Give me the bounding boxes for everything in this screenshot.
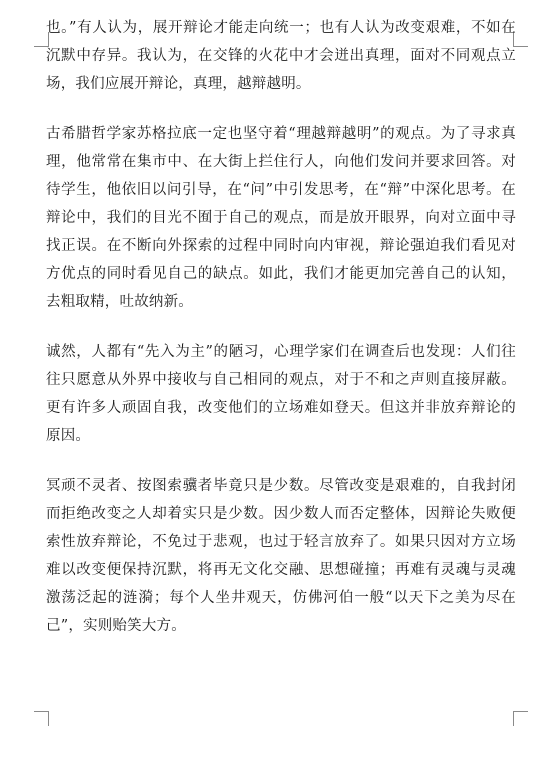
margin-corner-bottom-right xyxy=(513,711,528,726)
document-body[interactable] xyxy=(46,14,516,640)
paragraph-2: 古希腊哲学家苏格拉底一定也坚守着“理越辩越明”的观点。为了寻求真理，他常常在集市中、在大街上拦住行人，向他们发问并要求回答。对待学生，他依旧以问引导，在“问”中引发思考，在“辩”中深化思考。在辩论中，我们的目光不囿于自己的观点，而是放开眼界，向对立面中寻找正误。在不断向外探索的过程中同时向内审视，辩论强迫我们看见对方优点的同时看见自己的缺点。如此，我们才能更加完善自己的认知，去粗取精，吐故纳新。 xyxy=(46,126,516,310)
paragraph-1: 也。”有人认为，展开辩论才能走向统一；也有人认为改变艰难，不如在沉默中存异。我认为，在交锋的火花中才会迸出真理，面对不同观点立场，我们应展开辩论，真理，越辩越明。 xyxy=(46,20,516,92)
paragraph-4: 冥顽不灵者、按图索骥者毕竟只是少数。尽管改变是艰难的，自我封闭而拒绝改变之人却着实只是少数。因少数人而否定整体，因辩论失败便索性放弃辩论，不免过于悲观，也过于轻言放弃了。如果只因对方立场难以改变便保持沉默，将再无文化交融、思想碰撞；再难有灵魂与灵魂激荡泛起的涟漪；每个人坐井观天，仿佛河伯一般“以天下之美为尽在己”，实则贻笑大方。 xyxy=(46,478,516,634)
paragraph-3: 诚然，人都有“先入为主”的陋习，心理学家们在调查后也发现：人们往往只愿意从外界中接收与自己相同的观点，对于不和之声则直接屏蔽。更有许多人顽固自我，改变他们的立场难如登天。但这并非放弃辩论的原因。 xyxy=(46,344,516,444)
margin-corner-bottom-left xyxy=(34,711,49,726)
